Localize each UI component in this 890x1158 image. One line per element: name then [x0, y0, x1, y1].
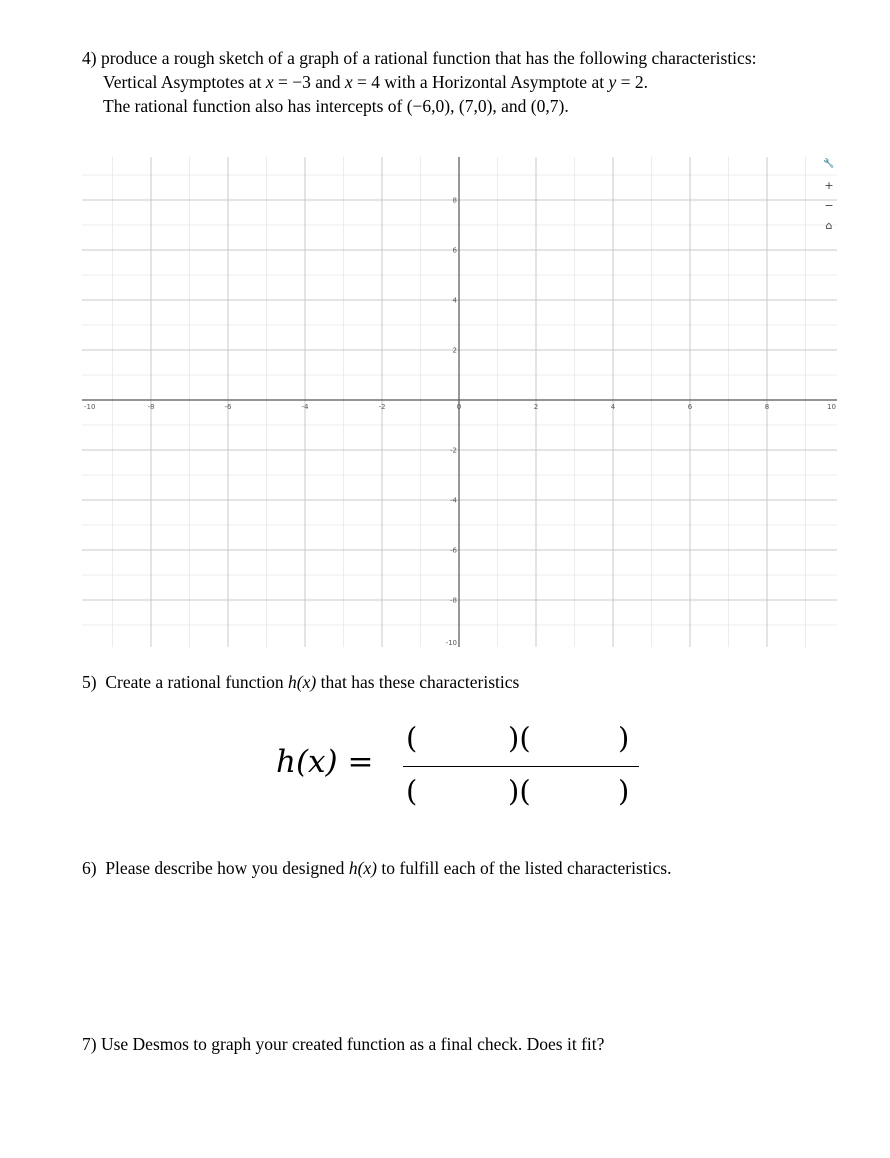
- axes: [82, 157, 837, 647]
- y-tick-label: 8: [452, 196, 457, 205]
- q4-va-value-1: = −3 and: [273, 72, 345, 92]
- graph-paper: [82, 157, 837, 647]
- y-tick-label: -2: [450, 446, 457, 455]
- y-tick-label: -4: [450, 496, 457, 505]
- x-tick-label: -2: [378, 403, 386, 411]
- x-axis-tick-labels: [84, 403, 836, 411]
- hx-left-side: h(x) =: [276, 744, 374, 780]
- q6-prompt-a: Please describe how you designed: [105, 858, 349, 878]
- wrench-icon[interactable]: 🔧: [823, 159, 835, 169]
- x-tick-label: 6: [687, 403, 693, 411]
- x-tick-label: 0: [456, 403, 462, 411]
- fraction-bar: [403, 766, 639, 767]
- q4-line-3-intercepts: The rational function also has intercepts of (−6,0), (7,0), and (0,7).: [103, 96, 569, 116]
- home-icon[interactable]: ⌂: [825, 219, 833, 232]
- zoom-in-icon[interactable]: +: [824, 179, 834, 192]
- question-4: [82, 46, 757, 118]
- q4-var-y: y: [608, 72, 617, 92]
- numerator-middle-parens: )(: [508, 721, 531, 755]
- x-tick-label: 2: [533, 403, 539, 411]
- x-tick-label: -10: [84, 403, 96, 411]
- q5-number: 5): [82, 672, 97, 692]
- q5-function-name: h(x): [288, 672, 317, 692]
- x-tick-label: 4: [610, 403, 616, 411]
- hx-equation: [276, 720, 646, 820]
- q4-number: 4): [82, 48, 97, 68]
- question-5: [82, 670, 519, 694]
- x-tick-label: 10: [827, 403, 836, 411]
- y-tick-label: -6: [450, 546, 457, 555]
- q4-ha-label: = 4 with a Horizontal Asymptote at: [352, 72, 609, 92]
- x-tick-label: -4: [301, 403, 309, 411]
- x-tick-label: -6: [224, 403, 232, 411]
- y-tick-label: 6: [452, 246, 457, 255]
- q4-prompt: produce a rough sketch of a graph of a rational function that has the following characteristics:: [100, 48, 757, 68]
- denominator-middle-parens: )(: [508, 774, 531, 808]
- y-tick-label: -10: [445, 639, 457, 647]
- q4-va-label: Vertical Asymptotes at: [103, 72, 266, 92]
- y-tick-label: 2: [452, 346, 457, 355]
- q6-function-name: h(x): [348, 858, 377, 878]
- q4-var-x1: x: [265, 72, 274, 92]
- y-tick-label: 4: [452, 296, 457, 305]
- zoom-out-icon[interactable]: −: [824, 199, 834, 212]
- question-7: 7) Use Desmos to graph your created function as a final check. Does it fit?: [82, 1034, 605, 1054]
- q4-line-2: [82, 70, 757, 94]
- y-tick-label: -8: [450, 596, 457, 605]
- q4-ha-value: = 2.: [616, 72, 648, 92]
- question-6: [82, 856, 671, 880]
- q4-line-1: [82, 46, 757, 70]
- y-axis-tick-labels: [446, 197, 458, 648]
- q5-prompt-b: that has these characteristics: [316, 672, 520, 692]
- q5-prompt-a: Create a rational function: [105, 672, 289, 692]
- denominator-open-paren: (: [406, 774, 418, 808]
- q4-var-x2: x: [344, 72, 353, 92]
- denominator-close-paren: ): [618, 774, 630, 808]
- coordinate-grid: [82, 157, 837, 647]
- numerator-close-paren: ): [618, 721, 630, 755]
- q6-number: 6): [82, 858, 97, 878]
- numerator-open-paren: (: [406, 721, 418, 755]
- q6-prompt-b: to fulfill each of the listed characteristics.: [377, 858, 672, 878]
- x-tick-label: 8: [764, 403, 770, 411]
- x-tick-label: -8: [147, 403, 155, 411]
